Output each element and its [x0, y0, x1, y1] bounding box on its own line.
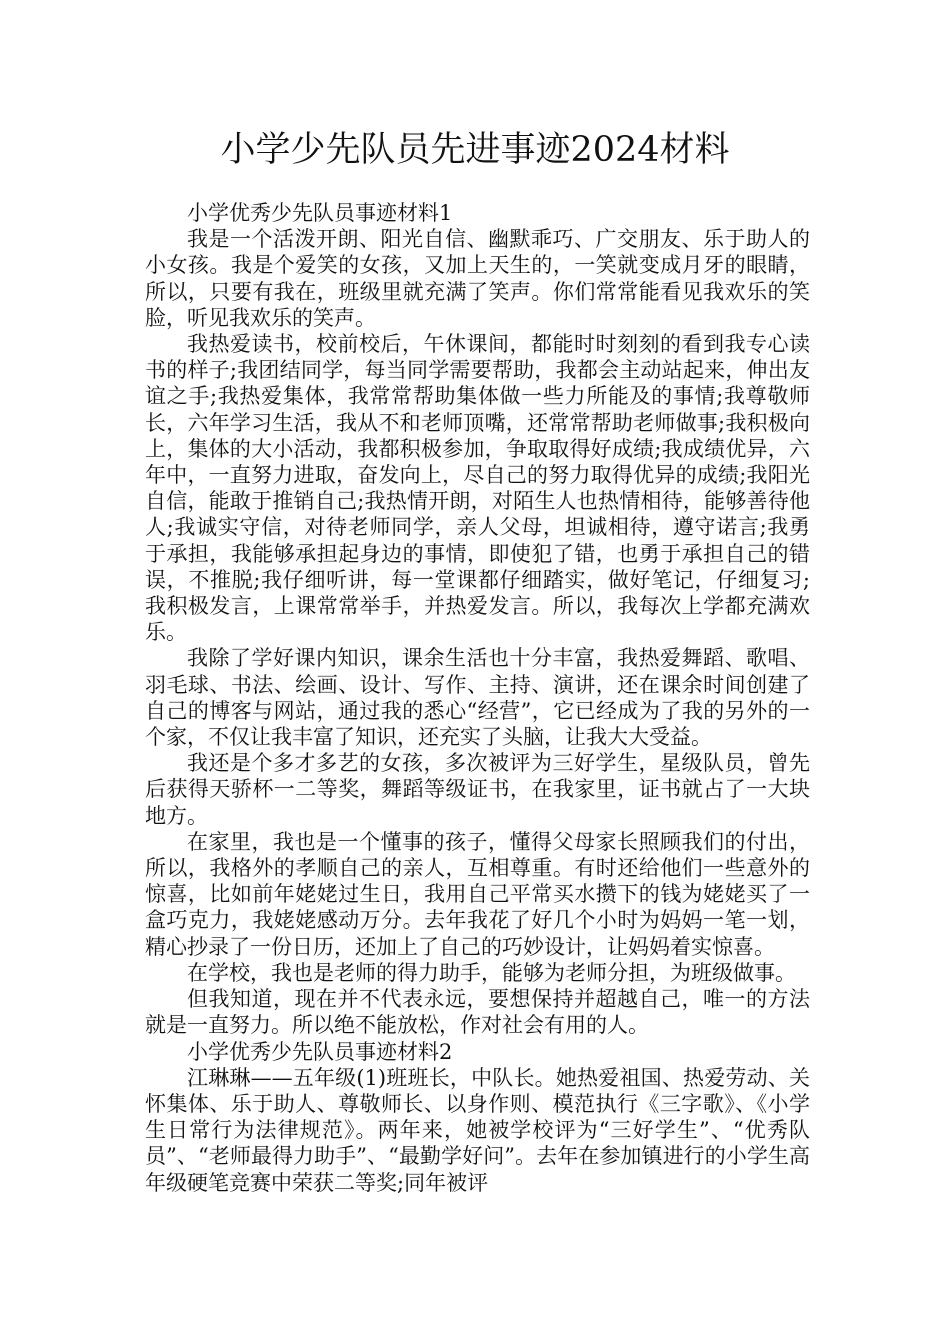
paragraph: 江琳琳——五年级(1)班班长，中队长。她热爱祖国、热爱劳动、关怀集体、乐于助人、尊敬师长、以身作则、模范执行《三字歌》、《小学生日常行为法律规范》。两年来，她被学校评为“三好学生”、“优秀队员”、“老师最得力助手”、“最勤学好问”。去年在参加镇进行的小学生高年级硬笔竞赛中荣获二等奖;同年被评 [145, 1065, 810, 1195]
document-body [145, 200, 810, 1196]
paragraph: 我除了学好课内知识，课余生活也十分丰富，我热爱舞蹈、歌唱、羽毛球、书法、绘画、设计、写作、主持、演讲，还在课余时间创建了自己的博客与网站，通过我的悉心“经营”，它已经成为了我的另外的一个家，不仅让我丰富了知识，还充实了头脑，让我大大受益。 [145, 646, 810, 750]
paragraph: 我还是个多才多艺的女孩，多次被评为三好学生，星级队员，曾先后获得天骄杯一二等奖，舞蹈等级证书，在我家里，证书就占了一大块地方。 [145, 751, 810, 828]
document-title: 小学少先队员先进事迹2024材料 [220, 130, 730, 170]
section-heading-2: 小学优秀少先队员事迹材料2 [187, 1039, 453, 1064]
paragraph: 在家里，我也是一个懂事的孩子，懂得父母家长照顾我们的付出，所以，我格外的孝顺自己的亲人，互相尊重。有时还给他们一些意外的惊喜，比如前年姥姥过生日，我用自己平常买水攒下的钱为姥姥买了一盒巧克力，我姥姥感动万分。去年我花了好几个小时为妈妈一笔一划，精心抄录了一份日历，还加上了自己的巧妙设计，让妈妈着实惊喜。 [145, 829, 810, 959]
section-heading-1: 小学优秀少先队员事迹材料1 [187, 201, 453, 225]
paragraph: 我热爱读书，校前校后，午休课间，都能时时刻刻的看到我专心读书的样子;我团结同学，每当同学需要帮助，我都会主动站起来，伸出友谊之手;我热爱集体，我常常帮助集体做一些力所能及的事情;我尊敬师长，六年学习生活，我从不和老师顶嘴，还常常帮助老师做事;我积极向上，集体的大小活动，我都积极参加，争取取得好成绩;我成绩优异，六年中，一直努力进取，奋发向上，尽自己的努力取得优异的成绩;我阳光自信，能敢于推销自己;我热情开朗，对陌生人也热情相待，能够善待他人;我诚实守信，对待老师同学，亲人父母，坦诚相待，遵守诺言;我勇于承担，我能够承担起身边的事情，即使犯了错，也勇于承担自己的错误，不推脱;我仔细听讲，每一堂课都仔细踏实，做好笔记，仔细复习;我积极发言，上课常常举手，并热爱发言。所以，我每次上学都充满欢乐。 [145, 332, 810, 645]
paragraph: 但我知道，现在并不代表永远，要想保持并超越自己，唯一的方法就是一直努力。所以绝不能放松，作对社会有用的人。 [145, 987, 810, 1038]
paragraph: 我是一个活泼开朗、阳光自信、幽默乖巧、广交朋友、乐于助人的小女孩。我是个爱笑的女孩，又加上天生的，一笑就变成月牙的眼睛，所以，只要有我在，班级里就充满了笑声。你们常常能看见我欢乐的笑脸，听见我欢乐的笑声。 [145, 227, 810, 330]
paragraph: 在学校，我也是老师的得力助手，能够为老师分担，为班级做事。 [187, 960, 796, 985]
